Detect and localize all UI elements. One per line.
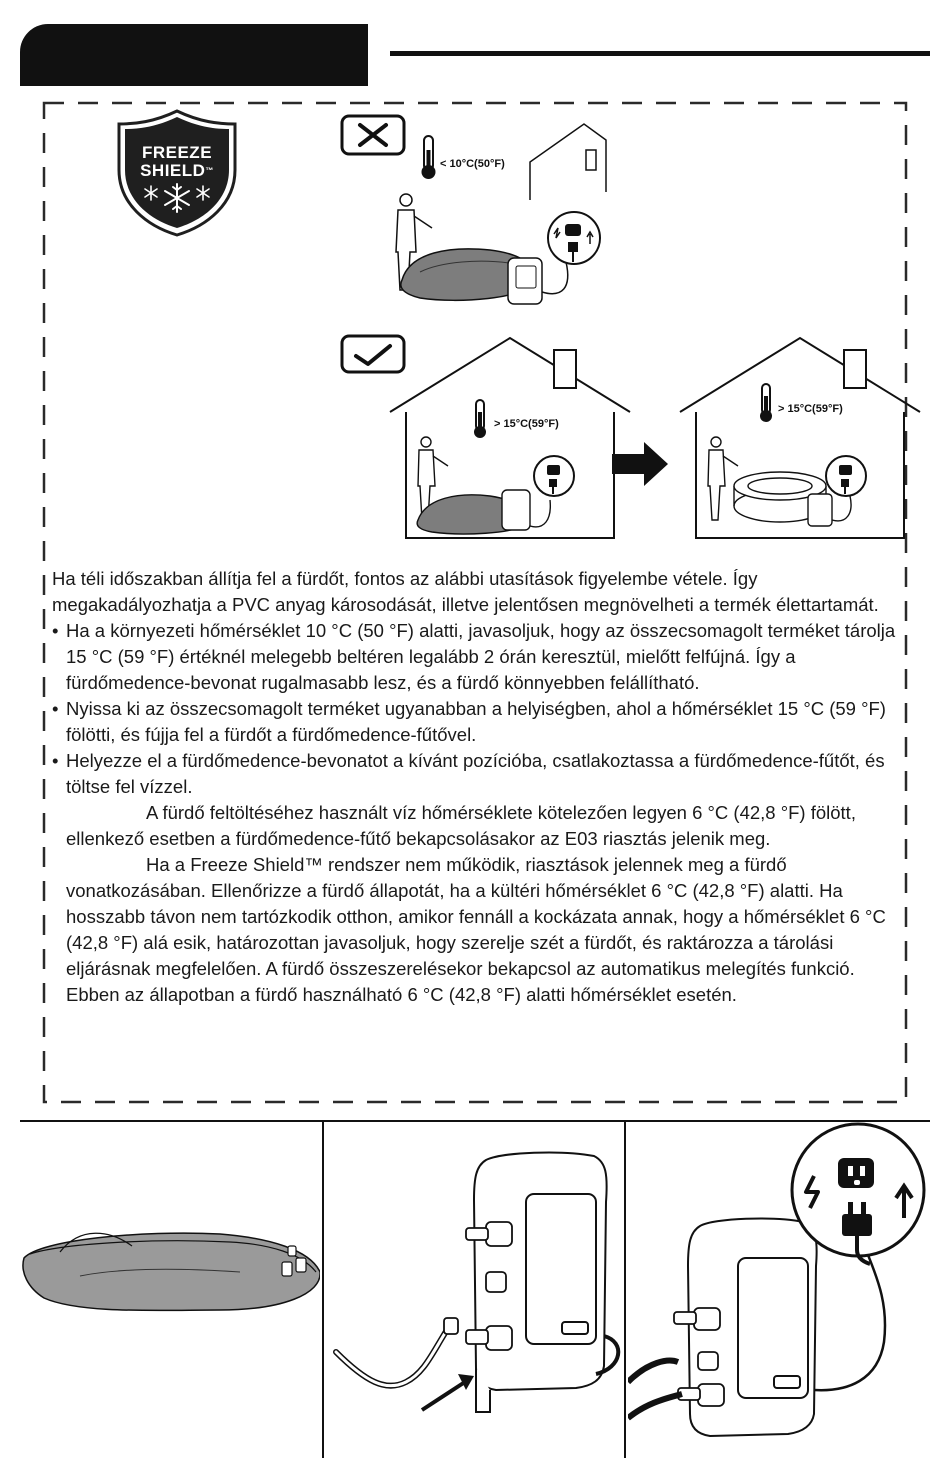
intro-paragraph: Ha téli időszakban állítja fel a fürdőt, fontos az alábbi utasítások figyelembe vétele. Így megakadályozhatja a PVC anyag károsodását, illetve jelentősen megnövelheti a termék élettartamát. bbox=[52, 568, 879, 615]
panel-divider bbox=[322, 1120, 324, 1458]
badge-title-line1: FREEZE bbox=[141, 143, 213, 162]
note-paragraph: Ha a Freeze Shield™ rendszer nem működik, riasztások jelennek meg a fürdő vonatkozásában. Ellenőrizze a fürdő állapotát, ha a kültéri hőmérséklet 6 °C (42,8 °F) alatti. Ha hosszabb távon nem tartózkodik otthon, amikor fennáll a kockázata annak, hogy a hőmérséklet 6 °C (42,8 °F) alá esik, határozottan javasoljuk, hogy szerelje szét a fürdőt, és raktározza a tárolási eljárásnak megfelelően. A fürdő összeszerelésekor bekapcsol az automatikus melegítés funkció. Ebben az állapotban a fürdő használható 6 °C (42,8 °F) alatti hőmérséklet esetén. bbox=[66, 854, 886, 1005]
next-step-arrow-icon bbox=[612, 442, 668, 486]
bullet-item: • Nyissa ki az összecsomagolt terméket ugyanabban a helyiségben, ahol a hőmérséklet 15 °C (59 °F) fölötti, és fújja fel a fürdőt a fürdőmedence-fűtővel. bbox=[52, 698, 886, 745]
thermometer-icon bbox=[422, 136, 436, 179]
section-header-tab bbox=[20, 24, 368, 86]
plug-in-heater-icon bbox=[628, 1122, 928, 1458]
incorrect-outdoor-illustration bbox=[340, 112, 620, 312]
heater-unit-icon bbox=[502, 490, 530, 530]
power-plug-icon bbox=[548, 212, 600, 264]
bullet-item: • Ha a környezeti hőmérséklet 10 °C (50 °F) alatti, javasoljuk, hogy az összecsomagolt terméket tárolja 15 °C (59 °F) értéknél melegebb beltéren legalább 2 órán keresztül, mielőtt felfújná. Így a fürdőmedence-bevonat rugalmasabb lesz, és a fürdő könnyebben felállítható. bbox=[52, 620, 896, 693]
spa-liner-icon bbox=[20, 1122, 320, 1458]
heater-unit-icon bbox=[808, 494, 832, 526]
temperature-label-cold: < 10°C(50°F) bbox=[440, 158, 505, 170]
insert-arrow-icon bbox=[458, 1374, 474, 1390]
instruction-text bbox=[52, 566, 902, 1008]
temperature-label-warm-left: > 15°C(59°F) bbox=[494, 418, 559, 430]
thermometer-icon bbox=[760, 384, 772, 422]
hose-connect-icon bbox=[326, 1122, 622, 1458]
note-paragraph: A fürdő feltöltéséhez használt víz hőmérséklete kötelezően legyen 6 °C (42,8 °F) fölött, ellenkező esetben a fürdőmedence-fűtő bekapcsolásakor az E03 riasztás jelenik meg. bbox=[66, 802, 856, 849]
correct-indoor-illustration bbox=[340, 330, 920, 542]
badge-title-line2: SHIELD™ bbox=[140, 161, 214, 180]
heater-unit-icon bbox=[508, 258, 542, 304]
power-plug-icon bbox=[826, 456, 866, 496]
freeze-shield-badge bbox=[115, 108, 239, 238]
section-header-rule bbox=[390, 51, 930, 56]
power-plug-icon bbox=[534, 456, 574, 496]
cross-icon bbox=[342, 116, 404, 154]
thermometer-icon bbox=[474, 400, 486, 438]
check-icon bbox=[342, 336, 404, 372]
bullet-item: • Helyezze el a fürdőmedence-bevonatot a kívánt pozícióba, csatlakoztassa a fürdőmedence-fűtőt, és töltse fel vízzel. bbox=[52, 750, 885, 797]
panel-divider bbox=[624, 1120, 626, 1458]
temperature-label-warm-right: > 15°C(59°F) bbox=[778, 403, 843, 415]
